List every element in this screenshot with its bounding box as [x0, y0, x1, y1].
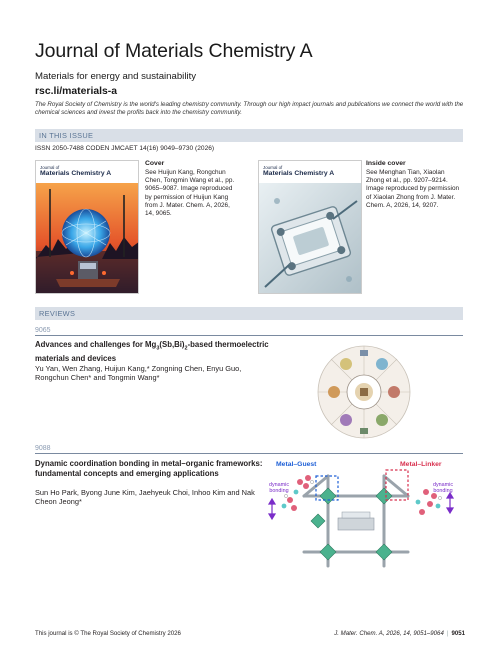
metal-linker-heading: Metal–Linker: [400, 461, 442, 468]
footer-page-number: 9051: [451, 630, 465, 637]
front-cover-masthead: Journal of Materials Chemistry A: [40, 165, 112, 177]
cover-label: Cover: [145, 160, 165, 167]
reviews-label: REVIEWS: [39, 309, 76, 318]
article-page-number: 9088: [35, 445, 51, 452]
article-authors: Sun Ho Park, Byong June Kim, Jaehyeuk Choi, Inhoo Kim and Nak Cheon Jeong*: [35, 488, 255, 507]
footer-citation: J. Mater. Chem. A, 2026, 14, 9051–9064: [334, 630, 444, 637]
article-rule: [35, 453, 463, 454]
article-rule: [35, 335, 463, 336]
mof-bonding-figure: [258, 456, 464, 574]
journal-url-link[interactable]: rsc.li/materials-a: [35, 86, 118, 97]
inside-cover-description: See Menghan Tian, Xiaolan Zhong et al., pp. 9207–9214. Image reproduced by permission of Xiaolan Zhong from J. Mater. Chem. A, 2026, 14, 9207.: [366, 169, 460, 209]
dynamic-bonding-label: dynamic bonding: [268, 482, 290, 495]
article-title-link[interactable]: Dynamic coordination bonding in metal–organic frameworks: fundamental concepts and emerging applications: [35, 459, 263, 478]
journal-title: Journal of Materials Chemistry A: [35, 40, 313, 62]
inside-cover-image[interactable]: [258, 160, 362, 294]
thermoelectric-wheel-figure: [316, 344, 412, 440]
article-title-link[interactable]: Advances and challenges for $Mg_3(Sb,Bi)_2$-based thermoelectric materials and devices: [35, 340, 269, 364]
in-this-issue-label: IN THIS ISSUE: [39, 131, 94, 140]
article-page-number: 9065: [35, 327, 51, 334]
front-cover-art: [36, 161, 139, 294]
inside-cover-label: Inside cover: [366, 160, 406, 167]
inside-cover-masthead: Journal of Materials Chemistry A: [263, 165, 335, 177]
reviews-bar: [35, 307, 463, 320]
journal-subtitle: Materials for energy and sustainability: [35, 71, 197, 82]
metal-guest-heading: Metal–Guest: [276, 461, 317, 468]
footer-copyright: This journal is © The Royal Society of Chemistry 2026: [35, 630, 181, 637]
footer-citation-block: J. Mater. Chem. A, 2026, 14, 9051–9064 | 9051: [334, 630, 465, 637]
mof-bonding-art: [258, 456, 464, 574]
article-authors: Yu Yan, Wen Zhang, Huijun Kang,* Zongning Chen, Enyu Guo, Rongchun Chen* and Tongmin Wang*: [35, 364, 242, 383]
issn-line: ISSN 2050-7488 CODEN JMCAET 14(16) 9049–9730 (2026): [35, 145, 215, 152]
inside-cover-art: [259, 161, 362, 294]
rsc-blurb: The Royal Society of Chemistry is the world's leading chemistry community. Through our high impact journals and publications we connect the world with the chemical sciences and invest the profits back into the chemistry community.: [35, 101, 464, 117]
in-this-issue-bar: [35, 129, 463, 142]
front-cover-image[interactable]: [35, 160, 139, 294]
cover-description: See Huijun Kang, Rongchun Chen, Tongmin Wang et al., pp. 9065–9087. Image reproduced by permission of Huijun Kang from J. Mater. Chem. A, 2026, 14, 9065.: [145, 169, 235, 218]
dynamic-bonding-label: dynamic bonding: [432, 482, 454, 495]
